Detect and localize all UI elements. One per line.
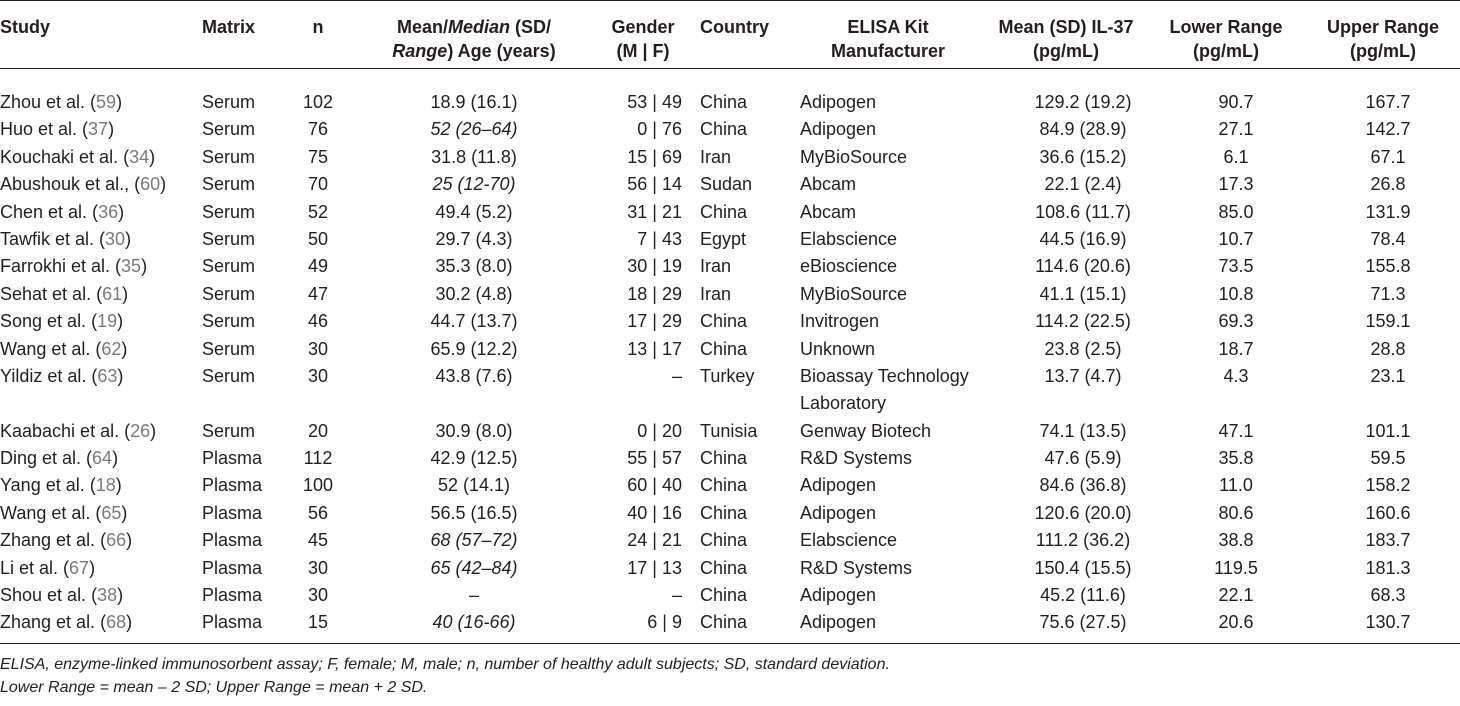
table-row xyxy=(0,308,1460,335)
cell-study: Tawfik et al. (30) xyxy=(0,228,132,249)
cell-study: Zhang et al. (68) xyxy=(0,609,202,643)
cell-kit: R&D Systems xyxy=(800,557,913,578)
cell-n: 112 xyxy=(303,448,333,469)
cell-kit: MyBioSource xyxy=(800,146,908,167)
cell-age: 30.2 (4.8) xyxy=(435,283,513,304)
cell-gender: 0 | 20 xyxy=(637,420,682,441)
cell-gender: 40 | 16 xyxy=(627,502,682,523)
cell-country: China xyxy=(700,119,748,140)
cell-gender: 13 | 17 xyxy=(627,338,682,359)
cell-n: 47 xyxy=(307,283,329,304)
cell-kit: Adipogen xyxy=(800,475,877,496)
reference-number: 63 xyxy=(97,365,118,386)
cell-country: China xyxy=(700,585,748,606)
cell-age: 52 (26–64) xyxy=(430,119,518,140)
cell-n: 30 xyxy=(307,585,329,606)
cell-matrix: Plasma xyxy=(202,530,263,551)
cell-upper-range: 131.9 xyxy=(1365,201,1411,222)
cell-mean-il37: 75.6 (27.5) xyxy=(986,609,1146,643)
header-gender: Gender (M | F) xyxy=(590,1,696,69)
cell-age: 49.4 (5.2) xyxy=(435,201,513,222)
cell-mean-il37: 114.2 (22.5) xyxy=(1035,311,1131,332)
cell-kit: Abcam xyxy=(800,174,857,195)
table-row xyxy=(0,418,1460,445)
reference-number: 68 xyxy=(106,612,127,633)
table-row xyxy=(0,500,1460,527)
cell-study: Zhou et al. (59) xyxy=(0,92,123,112)
cell-n: 76 xyxy=(307,119,329,140)
cell-age: 65 (42–84) xyxy=(430,557,518,578)
cell-kit: Adipogen xyxy=(800,502,877,523)
cell-upper-range: 167.7 xyxy=(1365,92,1411,112)
cell-gender: 31 | 21 xyxy=(627,201,682,222)
cell-gender: 53 | 49 xyxy=(627,92,682,112)
cell-mean-il37: 111.2 (36.2) xyxy=(1035,530,1131,551)
header-lower: Lower Range (pg/mL) xyxy=(1146,1,1306,69)
cell-lower-range: 119.5 xyxy=(1214,557,1258,578)
cell-study: Abushouk et al., (60) xyxy=(0,174,167,195)
cell-gender: 17 | 29 xyxy=(627,311,682,332)
reference-number: 36 xyxy=(98,201,119,222)
table-row xyxy=(0,281,1460,308)
cell-lower-range: 18.7 xyxy=(1218,338,1254,359)
cell-country: China xyxy=(700,311,748,332)
cell-age: – xyxy=(468,585,479,606)
cell-matrix: Plasma xyxy=(202,609,294,643)
cell-n: 49 xyxy=(307,256,329,277)
cell-matrix: Serum xyxy=(202,201,256,222)
cell-country: Turkey xyxy=(700,365,755,386)
cell-study: Chen et al. (36) xyxy=(0,201,125,222)
cell-upper-range: 158.2 xyxy=(1365,475,1411,496)
cell-age: 65.9 (12.2) xyxy=(430,338,518,359)
reference-number: 35 xyxy=(121,256,142,277)
cell-study: Wang et al. (65) xyxy=(0,502,128,523)
header-n: n xyxy=(294,1,342,69)
cell-country: China xyxy=(700,338,748,359)
reference-number: 59 xyxy=(96,92,117,112)
cell-lower-range: 6.1 xyxy=(1223,146,1249,167)
cell-gender: 15 | 69 xyxy=(627,146,682,167)
cell-age: 18.9 (16.1) xyxy=(430,92,518,112)
cell-kit: Bioassay Technology Laboratory xyxy=(800,365,969,413)
cell-kit: eBioscience xyxy=(800,256,898,277)
header-il37: Mean (SD) IL-37 (pg/mL) xyxy=(986,1,1146,69)
cell-study: Li et al. (67) xyxy=(0,557,96,578)
table-row xyxy=(0,171,1460,198)
cell-upper-range: 155.8 xyxy=(1365,256,1411,277)
cell-country: China xyxy=(700,201,748,222)
cell-mean-il37: 47.6 (5.9) xyxy=(1044,448,1122,469)
cell-mean-il37: 114.6 (20.6) xyxy=(1035,256,1131,277)
cell-country: Iran xyxy=(700,256,732,277)
cell-lower-range: 10.8 xyxy=(1218,283,1254,304)
cell-age: 25 (12-70) xyxy=(432,174,516,195)
cell-gender: 24 | 21 xyxy=(627,530,682,551)
cell-age: 29.7 (4.3) xyxy=(435,228,513,249)
reference-number: 34 xyxy=(129,146,150,167)
cell-n: 45 xyxy=(307,530,329,551)
cell-age: 35.3 (8.0) xyxy=(435,256,513,277)
table-row xyxy=(0,472,1460,499)
cell-country: China xyxy=(696,609,790,643)
cell-n: 30 xyxy=(307,365,329,386)
table-row xyxy=(0,555,1460,582)
cell-gender: – xyxy=(671,365,682,386)
cell-mean-il37: 36.6 (15.2) xyxy=(1039,146,1127,167)
reference-number: 61 xyxy=(102,283,123,304)
cell-upper-range: 183.7 xyxy=(1365,530,1411,551)
cell-upper-range: 26.8 xyxy=(1370,174,1406,195)
cell-n: 15 xyxy=(294,609,342,643)
cell-lower-range: 90.7 xyxy=(1218,92,1254,112)
cell-lower-range: 69.3 xyxy=(1218,311,1254,332)
cell-lower-range: 17.3 xyxy=(1218,174,1254,195)
cell-lower-range: 80.6 xyxy=(1218,502,1254,523)
cell-study: Kouchaki et al. (34) xyxy=(0,146,156,167)
cell-age: 52 (14.1) xyxy=(437,475,511,496)
header-country: Country xyxy=(696,1,790,69)
cell-matrix: Serum xyxy=(202,228,256,249)
table-row xyxy=(0,527,1460,554)
header-kit: ELISA Kit Manufacturer xyxy=(790,1,986,69)
cell-kit: R&D Systems xyxy=(800,448,913,469)
cell-study: Sehat et al. (61) xyxy=(0,283,129,304)
cell-kit: Abcam xyxy=(800,201,857,222)
cell-matrix: Serum xyxy=(202,338,256,359)
reference-number: 18 xyxy=(95,475,116,496)
cell-gender: 18 | 29 xyxy=(627,283,682,304)
cell-gender: 60 | 40 xyxy=(627,475,682,496)
cell-upper-range: 59.5 xyxy=(1370,448,1406,469)
cell-age: 40 (16-66) xyxy=(342,609,590,643)
cell-country: Sudan xyxy=(700,174,753,195)
cell-upper-range: 159.1 xyxy=(1365,311,1411,332)
footnote-abbreviations: ELISA, enzyme-linked immunosorbent assay; F, female; M, male; n, number of healthy adult subjects; SD, standard deviation. xyxy=(0,656,890,673)
cell-upper-range: 23.1 xyxy=(1370,365,1406,386)
cell-lower-range: 73.5 xyxy=(1218,256,1254,277)
cell-upper-range: 130.7 xyxy=(1306,609,1460,643)
cell-upper-range: 78.4 xyxy=(1370,228,1406,249)
cell-study: Ding et al. (64) xyxy=(0,448,119,469)
cell-matrix: Serum xyxy=(202,311,256,332)
table-row xyxy=(0,253,1460,280)
cell-mean-il37: 45.2 (11.6) xyxy=(1040,585,1126,606)
reference-number: 65 xyxy=(101,502,122,523)
cell-gender: 56 | 14 xyxy=(627,174,682,195)
cell-kit: Adipogen xyxy=(800,92,877,112)
cell-study: Yang et al. (18) xyxy=(0,475,122,496)
cell-study: Kaabachi et al. (26) xyxy=(0,420,157,441)
table-row xyxy=(0,363,1460,418)
header-study: Study xyxy=(0,1,202,69)
cell-upper-range: 67.1 xyxy=(1370,146,1406,167)
table-row xyxy=(0,116,1460,143)
cell-matrix: Serum xyxy=(202,365,256,386)
cell-kit: Elabscience xyxy=(800,228,898,249)
cell-age: 42.9 (12.5) xyxy=(430,448,518,469)
table-row xyxy=(0,69,1460,117)
cell-n: 50 xyxy=(307,228,329,249)
cell-age: 68 (57–72) xyxy=(430,530,518,551)
cell-upper-range: 181.3 xyxy=(1365,557,1411,578)
cell-matrix: Plasma xyxy=(202,557,263,578)
cell-mean-il37: 23.8 (2.5) xyxy=(1044,338,1122,359)
table-body xyxy=(0,69,1460,644)
cell-gender: 17 | 13 xyxy=(627,557,682,578)
cell-upper-range: 68.3 xyxy=(1370,585,1406,606)
reference-number: 67 xyxy=(69,557,90,578)
cell-country: China xyxy=(700,475,748,496)
cell-upper-range: 160.6 xyxy=(1365,502,1411,523)
table-row xyxy=(0,144,1460,171)
cell-mean-il37: 44.5 (16.9) xyxy=(1039,228,1127,249)
cell-lower-range: 22.1 xyxy=(1218,585,1254,606)
cell-country: Egypt xyxy=(700,228,747,249)
cell-matrix: Serum xyxy=(202,256,256,277)
cell-age: 56.5 (16.5) xyxy=(430,502,518,523)
cell-lower-range: 4.3 xyxy=(1223,365,1249,386)
cell-gender: 55 | 57 xyxy=(627,448,682,469)
cell-matrix: Plasma xyxy=(202,502,263,523)
cell-matrix: Serum xyxy=(202,283,256,304)
reference-number: 66 xyxy=(106,530,127,551)
cell-kit: Adipogen xyxy=(800,585,877,606)
cell-study: Huo et al. (37) xyxy=(0,119,115,140)
cell-study: Farrokhi et al. (35) xyxy=(0,256,148,277)
cell-study: Shou et al. (38) xyxy=(0,585,124,606)
footnote-range-definition: Lower Range = mean – 2 SD; Upper Range = mean + 2 SD. xyxy=(0,679,428,696)
header-row xyxy=(0,1,1460,69)
cell-matrix: Serum xyxy=(202,174,256,195)
cell-age: 31.8 (11.8) xyxy=(431,146,517,167)
cell-gender: – xyxy=(671,585,682,606)
cell-matrix: Serum xyxy=(202,119,256,140)
table-row xyxy=(0,226,1460,253)
cell-matrix: Serum xyxy=(202,420,256,441)
reference-number: 64 xyxy=(92,448,113,469)
cell-n: 52 xyxy=(307,201,329,222)
table-row xyxy=(0,445,1460,472)
cell-matrix: Plasma xyxy=(202,475,263,496)
cell-upper-range: 142.7 xyxy=(1365,119,1411,140)
cell-mean-il37: 84.6 (36.8) xyxy=(1039,475,1127,496)
cell-kit: Adipogen xyxy=(800,119,877,140)
cell-n: 100 xyxy=(302,475,334,496)
cell-kit: Elabscience xyxy=(800,530,898,551)
cell-lower-range: 85.0 xyxy=(1218,201,1254,222)
cell-n: 46 xyxy=(307,311,329,332)
cell-matrix: Serum xyxy=(202,92,256,112)
cell-upper-range: 71.3 xyxy=(1370,283,1406,304)
cell-mean-il37: 13.7 (4.7) xyxy=(1044,365,1122,386)
cell-lower-range: 35.8 xyxy=(1218,448,1254,469)
header-matrix: Matrix xyxy=(202,1,294,69)
cell-country: Iran xyxy=(700,283,732,304)
cell-kit: Genway Biotech xyxy=(800,420,932,441)
cell-study: Yildiz et al. (63) xyxy=(0,365,124,386)
cell-n: 75 xyxy=(307,146,329,167)
cell-matrix: Plasma xyxy=(202,448,263,469)
cell-country: China xyxy=(700,557,748,578)
cell-kit: Adipogen xyxy=(790,609,986,643)
cell-kit: Unknown xyxy=(800,338,876,359)
cell-age: 44.7 (13.7) xyxy=(430,311,518,332)
cell-mean-il37: 150.4 (15.5) xyxy=(1034,557,1132,578)
cell-upper-range: 101.1 xyxy=(1365,420,1411,441)
reference-number: 62 xyxy=(101,338,122,359)
cell-lower-range: 10.7 xyxy=(1218,228,1254,249)
cell-n: 102 xyxy=(302,92,334,112)
cell-lower-range: 20.6 xyxy=(1146,609,1306,643)
cell-country: China xyxy=(700,530,748,551)
cell-kit: Invitrogen xyxy=(800,311,880,332)
reference-number: 30 xyxy=(105,228,126,249)
cell-upper-range: 28.8 xyxy=(1370,338,1406,359)
cell-gender: 7 | 43 xyxy=(637,228,682,249)
header-age: Mean/Median (SD/ Range) Age (years) xyxy=(342,1,590,69)
cell-mean-il37: 120.6 (20.0) xyxy=(1034,502,1132,523)
cell-n: 56 xyxy=(307,502,329,523)
cell-age: 30.9 (8.0) xyxy=(435,420,513,441)
cell-lower-range: 47.1 xyxy=(1218,420,1254,441)
cell-n: 20 xyxy=(307,420,329,441)
cell-lower-range: 27.1 xyxy=(1218,119,1254,140)
cell-study: Zhang et al. (66) xyxy=(0,530,133,551)
table-row xyxy=(0,582,1460,609)
cell-age: 43.8 (7.6) xyxy=(435,365,513,386)
cell-gender: 30 | 19 xyxy=(627,256,682,277)
reference-number: 37 xyxy=(88,119,109,140)
cell-lower-range: 38.8 xyxy=(1218,530,1254,551)
cell-n: 70 xyxy=(307,174,329,195)
cell-country: China xyxy=(700,502,748,523)
cell-matrix: Serum xyxy=(202,146,256,167)
cell-lower-range: 11.0 xyxy=(1219,475,1253,496)
cell-mean-il37: 84.9 (28.9) xyxy=(1039,119,1127,140)
cell-mean-il37: 22.1 (2.4) xyxy=(1044,174,1122,195)
cell-gender: 0 | 76 xyxy=(637,119,682,140)
cell-mean-il37: 108.6 (11.7) xyxy=(1035,201,1131,222)
cell-mean-il37: 41.1 (15.1) xyxy=(1039,283,1127,304)
cell-gender: 6 | 9 xyxy=(590,609,696,643)
table-row xyxy=(0,336,1460,363)
cell-country: China xyxy=(700,92,748,112)
table-row xyxy=(0,609,1460,643)
cell-mean-il37: 129.2 (19.2) xyxy=(1034,92,1132,112)
reference-number: 26 xyxy=(130,420,151,441)
cell-study: Song et al. (19) xyxy=(0,311,124,332)
cell-study: Wang et al. (62) xyxy=(0,338,128,359)
cell-country: China xyxy=(700,448,748,469)
reference-number: 60 xyxy=(140,174,161,195)
header-upper: Upper Range (pg/mL) xyxy=(1306,1,1460,69)
cell-matrix: Plasma xyxy=(202,585,263,606)
table-row xyxy=(0,199,1460,226)
cell-mean-il37: 74.1 (13.5) xyxy=(1039,420,1127,441)
cell-n: 30 xyxy=(307,557,329,578)
reference-number: 38 xyxy=(97,585,118,606)
reference-number: 19 xyxy=(97,311,118,332)
cell-kit: MyBioSource xyxy=(800,283,908,304)
cell-n: 30 xyxy=(307,338,329,359)
cell-country: Iran xyxy=(700,146,732,167)
table-footnotes xyxy=(0,653,890,699)
cell-country: Tunisia xyxy=(700,420,758,441)
